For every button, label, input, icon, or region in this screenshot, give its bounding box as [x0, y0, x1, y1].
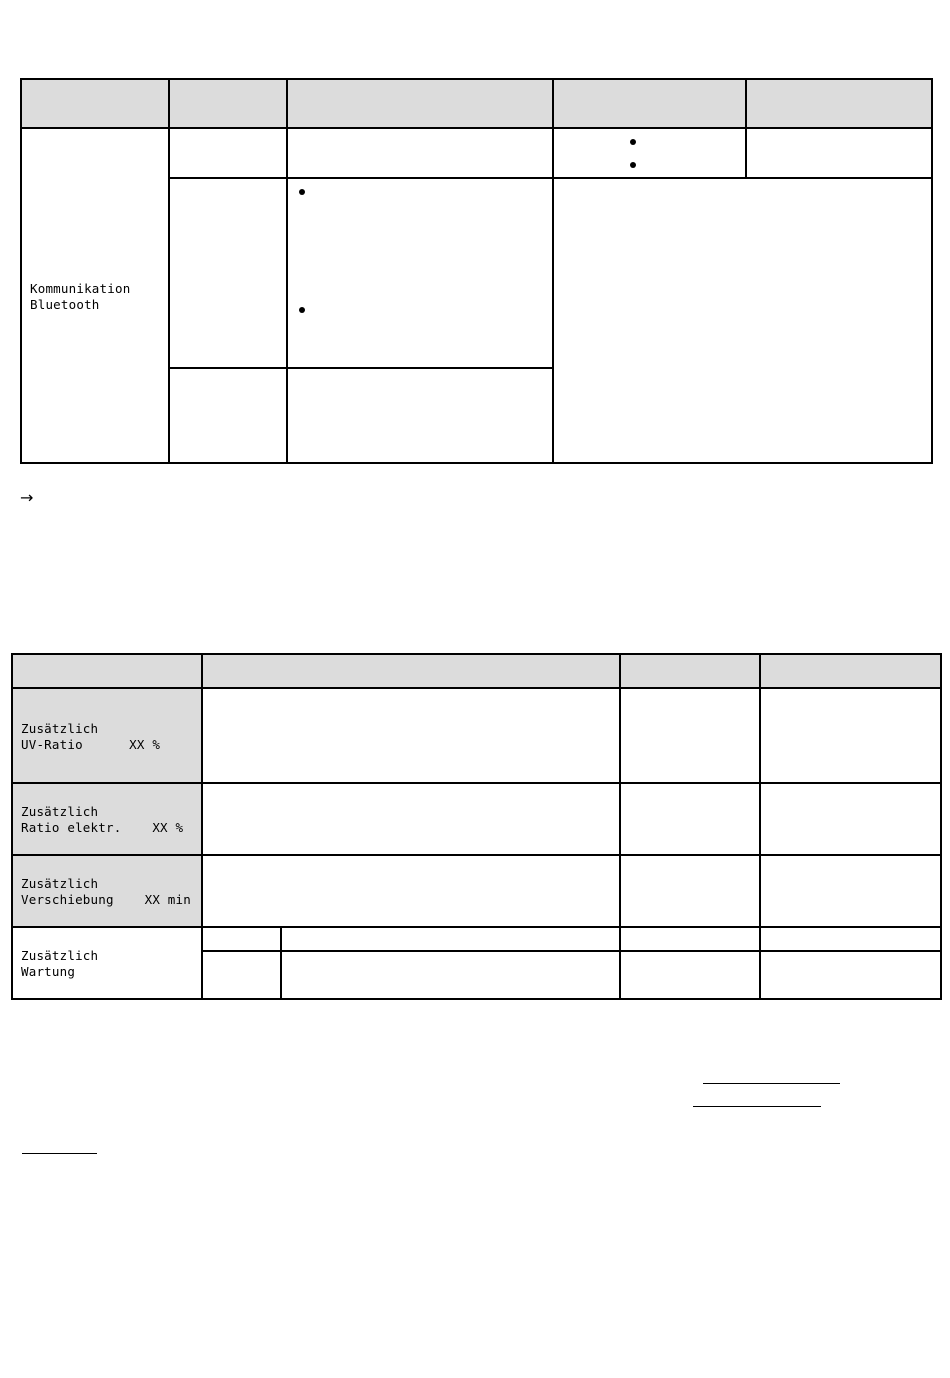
- table1-header-cell: [287, 79, 553, 128]
- underline: [22, 1153, 97, 1154]
- table2-cell: [202, 688, 620, 783]
- table2-row: [12, 927, 941, 951]
- table2-cell: [760, 688, 941, 783]
- table2-cell: [281, 951, 620, 999]
- table2-cell: [620, 688, 760, 783]
- table2-cell: [620, 783, 760, 855]
- underline: [703, 1083, 840, 1084]
- table2-cell: [202, 951, 281, 999]
- table2-header-cell: [620, 654, 760, 688]
- table1-header-cell: [746, 79, 932, 128]
- bullet-icon: [630, 139, 636, 145]
- table2-cell: [202, 783, 620, 855]
- table1-merged-cell: [553, 178, 932, 463]
- table1-bullet-cell: [287, 178, 553, 368]
- table1-cell: [169, 128, 287, 178]
- bullet-icon: [299, 307, 305, 313]
- table2-cell: [620, 855, 760, 927]
- table2-row: [12, 855, 941, 927]
- table1-header-cell: [553, 79, 746, 128]
- table2-header-cell: [202, 654, 620, 688]
- table2-cell: [620, 927, 760, 951]
- row-label-line1: Zusätzlich: [21, 948, 99, 963]
- table2-cell: [760, 855, 941, 927]
- table2-cell: [202, 855, 620, 927]
- table2-row-label-cell: [12, 688, 202, 783]
- table1-bullet-cell: [553, 128, 746, 178]
- underline: [693, 1106, 821, 1107]
- row-label-line1: Zusätzlich: [21, 876, 99, 891]
- arrow-right-icon: →: [20, 488, 34, 507]
- table1-cell: [169, 178, 287, 368]
- row-label-line2: Verschiebung XX min: [21, 892, 191, 907]
- table2-row-label-cell: [12, 783, 202, 855]
- row-label-line2: Bluetooth: [30, 296, 100, 312]
- row-label-line1: Kommunikation: [30, 280, 131, 296]
- table1-cell: [746, 128, 932, 178]
- bullet-icon: [299, 189, 305, 195]
- table2-cell: [760, 951, 941, 999]
- table2-row-label-cell: [12, 855, 202, 927]
- table1-header-cell: [21, 79, 169, 128]
- row-label-line2: UV-Ratio XX %: [21, 736, 161, 752]
- table2-row-label-cell: [12, 927, 202, 999]
- row-label-line2: Wartung: [21, 964, 76, 979]
- table1-cell: [287, 128, 553, 178]
- table1-row: [21, 128, 932, 178]
- table2-row: [12, 688, 941, 783]
- row-label-line1: Zusätzlich: [21, 804, 99, 819]
- table2-header-row: [12, 654, 941, 688]
- table2-cell: [202, 927, 281, 951]
- table1-header-row: [21, 79, 932, 128]
- table2-cell: [760, 927, 941, 951]
- bullet-icon: [630, 162, 636, 168]
- row-label-line1: Zusätzlich: [21, 720, 99, 736]
- table2-header-cell: [760, 654, 941, 688]
- additional-settings-table: [11, 653, 942, 1000]
- table1-cell: [169, 368, 287, 463]
- table2-cell: [760, 783, 941, 855]
- table1-cell: [287, 368, 553, 463]
- table1-row-label-cell: [21, 128, 169, 463]
- table1-header-cell: [169, 79, 287, 128]
- bluetooth-table: [20, 78, 933, 464]
- table2-cell: [620, 951, 760, 999]
- row-label-line2: Ratio elektr. XX %: [21, 820, 184, 835]
- table2-header-cell: [12, 654, 202, 688]
- table2-cell: [281, 927, 620, 951]
- table2-row: [12, 783, 941, 855]
